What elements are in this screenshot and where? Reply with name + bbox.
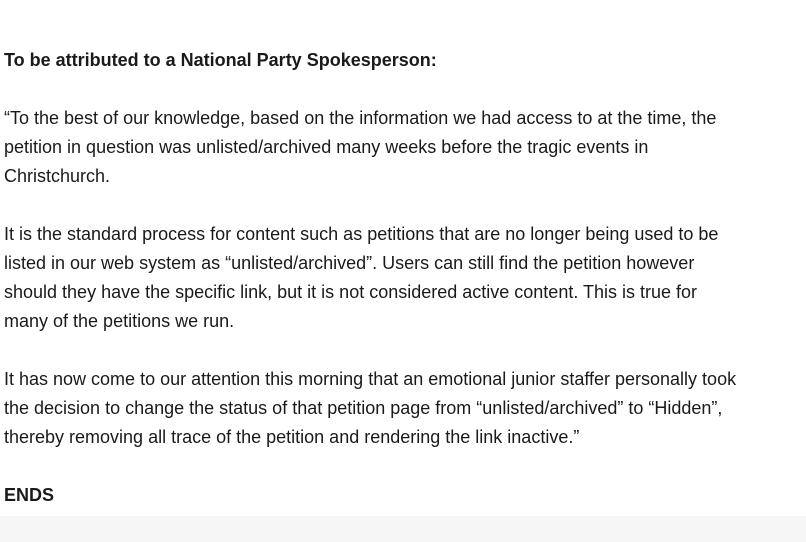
paragraph-line: the decision to change the status of that petition page from “unlisted/archived” to “Hidden”, xyxy=(4,398,723,418)
paragraph-line: It is the standard process for content such as petitions that are no longer being used to be xyxy=(4,224,719,244)
paragraph-line: should they have the specific link, but it is not considered active content. This is true for xyxy=(4,282,698,302)
paragraph-line: many of the petitions we run. xyxy=(4,311,235,331)
paragraph-line: “To the best of our knowledge, based on the information we had access to at the time, the xyxy=(4,108,717,128)
paragraph-line: listed in our web system as “unlisted/archived”. Users can still find the petition however xyxy=(4,253,695,273)
ends-marker: ENDS xyxy=(4,485,55,505)
footer-band xyxy=(0,516,806,542)
paragraph-line: It has now come to our attention this morning that an emotional junior staffer personally took xyxy=(4,369,737,389)
attribution-heading: To be attributed to a National Party Spokesperson: xyxy=(4,50,437,70)
paragraph-line: Christchurch. xyxy=(4,166,111,186)
paragraph-line: thereby removing all trace of the petition and rendering the link inactive.” xyxy=(4,427,580,447)
paragraph-line: petition in question was unlisted/archived many weeks before the tragic events in xyxy=(4,137,649,157)
